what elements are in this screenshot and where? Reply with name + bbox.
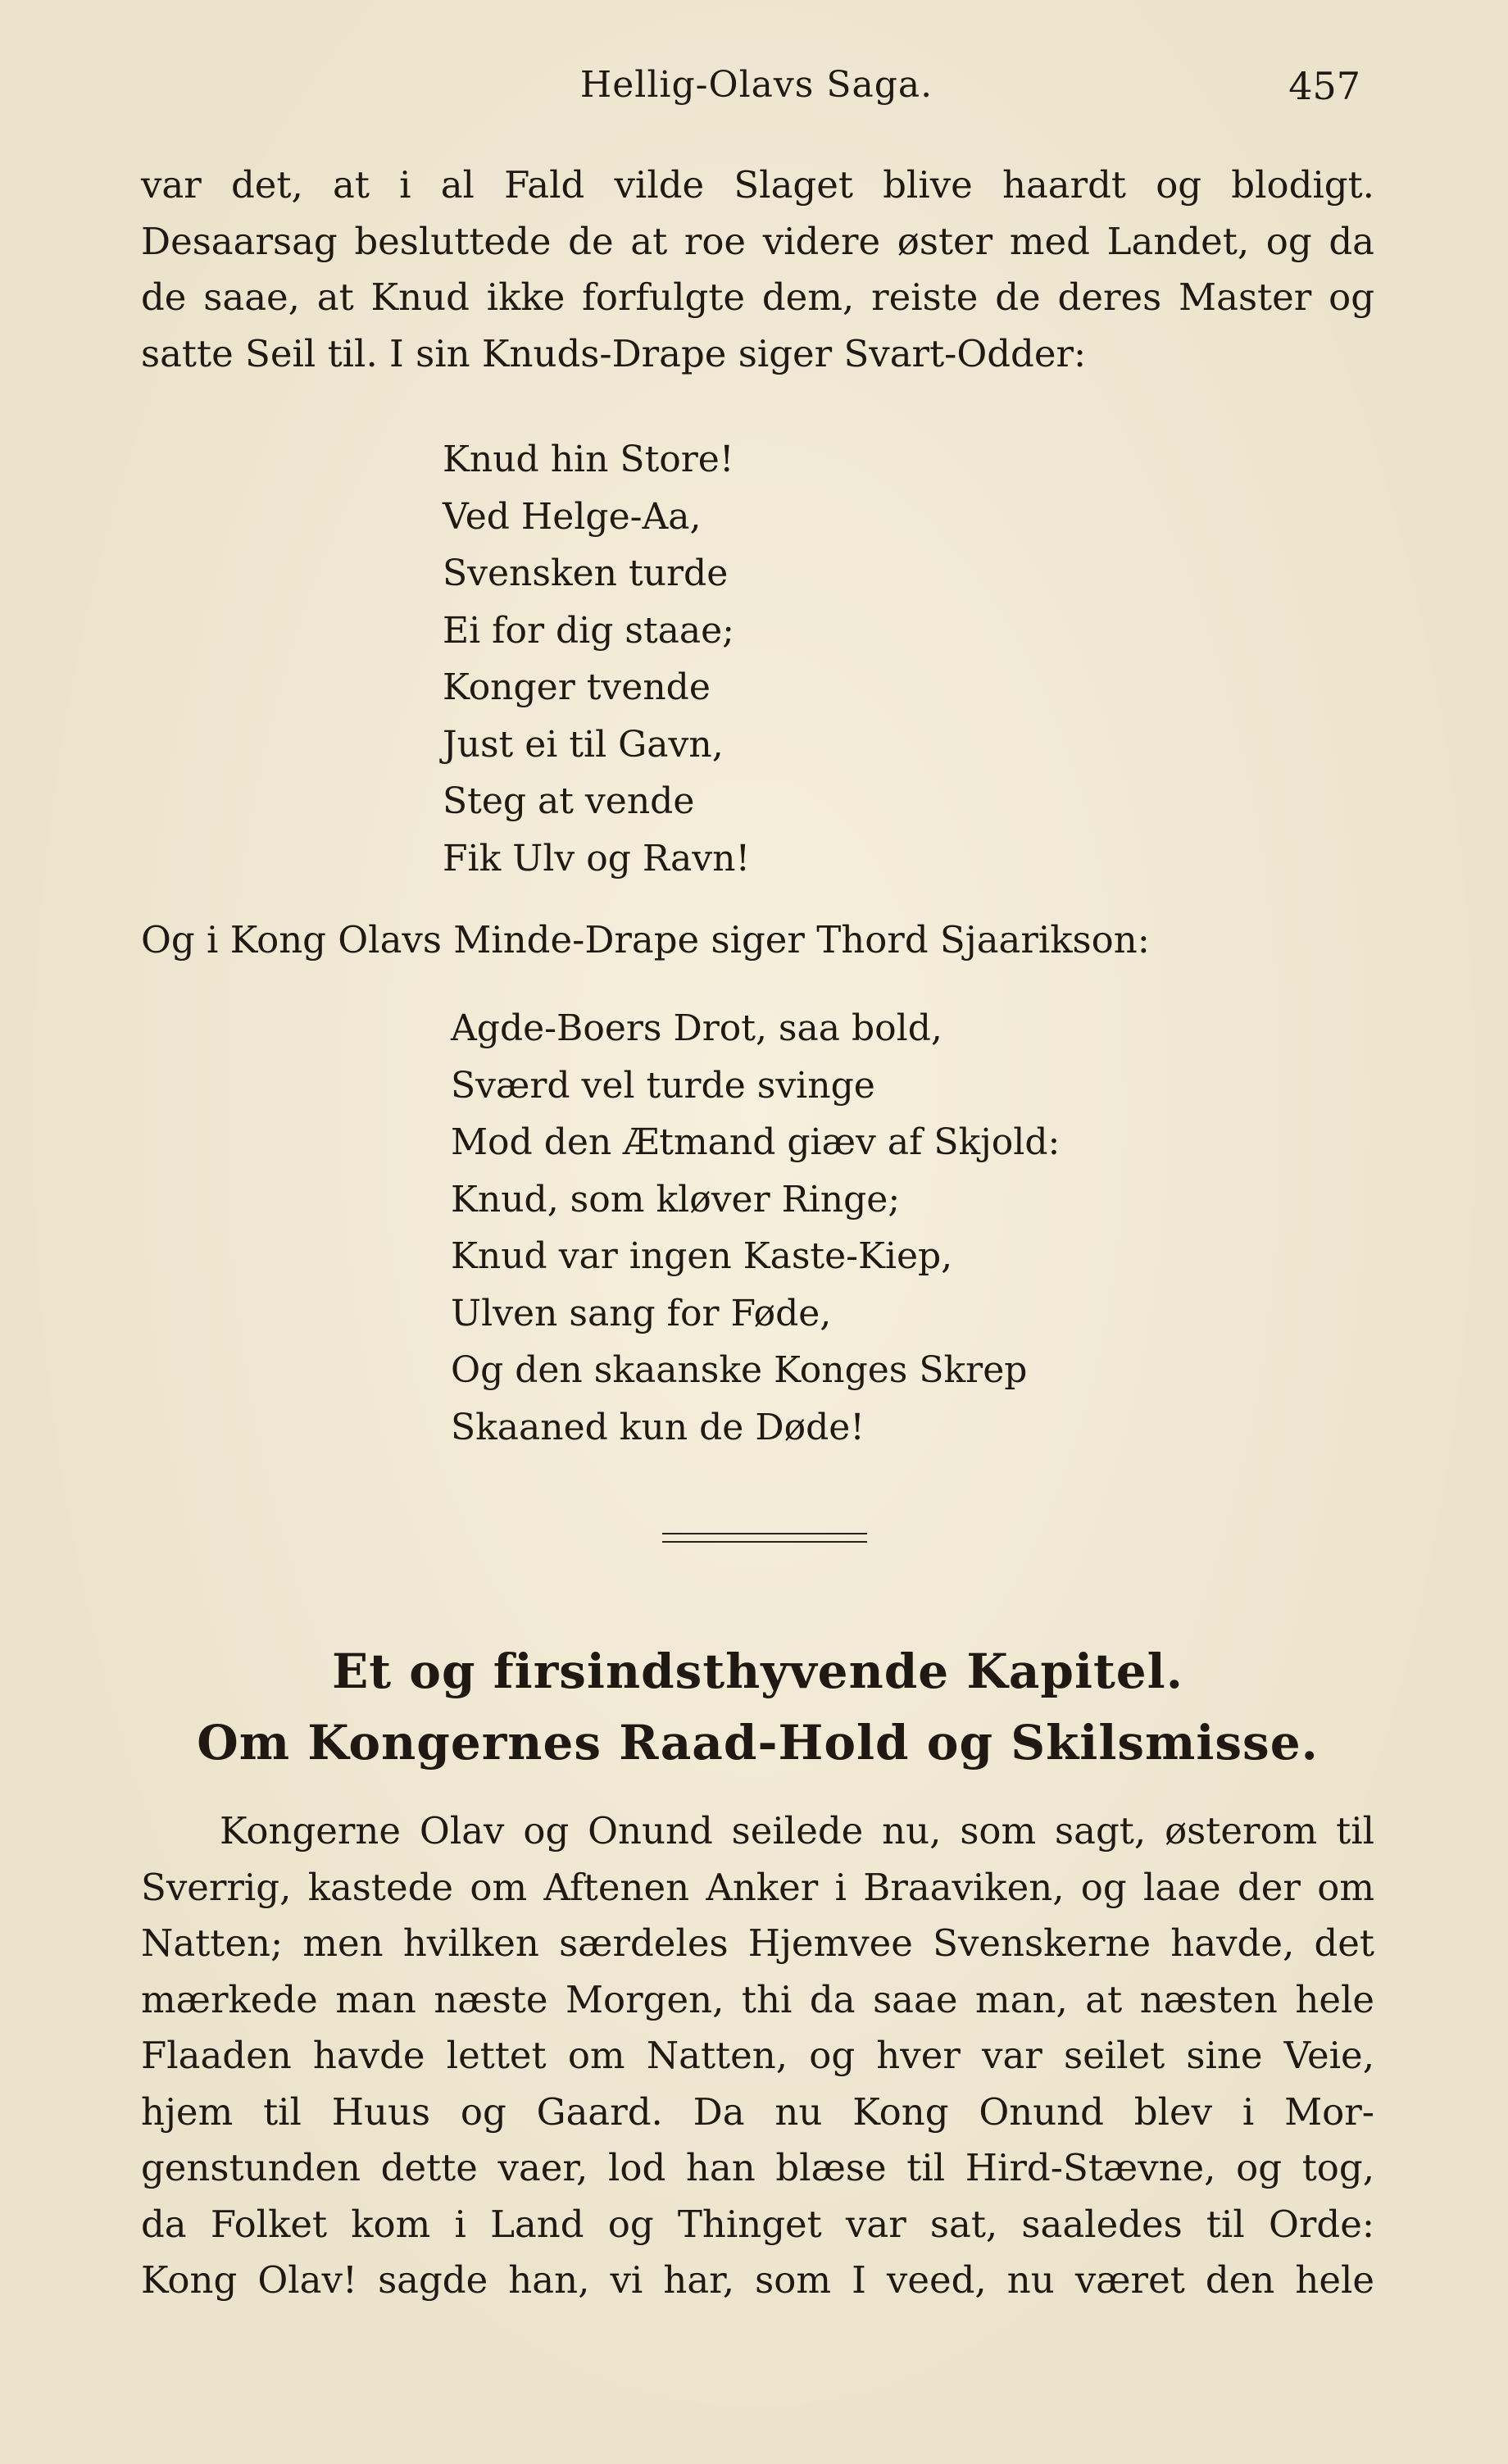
chapter-subtitle: Om Kongernes Raad-Hold og Skilsmisse. xyxy=(197,1715,1319,1771)
poem-verse: Knud hin Store! xyxy=(443,439,734,480)
text-line: Sverrig, kastede om Aftenen Anker i Braaviken, og laae der om xyxy=(141,1865,1374,1909)
poem-verse: Knud var ingen Kaste-Kiep, xyxy=(451,1235,953,1277)
text-line: var det, at i al Fald vilde Slaget blive haardt og blodigt. xyxy=(141,163,1374,207)
chapter-heading: Et og firsindsthyvende Kapitel. xyxy=(332,1643,1183,1699)
poem-verse: Steg at vende xyxy=(443,780,695,822)
poem-verse: Ei for dig staae; xyxy=(443,609,734,652)
text-line: de saae, at Knud ikke forfulgte dem, reiste de deres Master og xyxy=(141,275,1374,319)
poem-verse: Konger tvende xyxy=(443,666,711,708)
poem-verse: Svensken turde xyxy=(443,552,729,594)
poem-verse: Agde-Boers Drot, saa bold, xyxy=(451,1007,942,1049)
poem-verse: Fik Ulv og Ravn! xyxy=(443,837,751,880)
text-line: Natten; men hvilken særdeles Hjemvee Svenskerne havde, det xyxy=(141,1921,1374,1965)
page-header xyxy=(146,64,1367,121)
poem-verse: Ved Helge-Aa, xyxy=(443,495,702,538)
paragraph-minde-drape xyxy=(141,912,1374,969)
text-line: Og i Kong Olavs Minde-Drape siger Thord Sjaarikson: xyxy=(141,918,1150,962)
text-line: satte Seil til. I sin Knuds-Drape siger Svart-Odder: xyxy=(141,331,1087,375)
text-line: mærkede man næste Morgen, thi da saae man, at næsten hele xyxy=(141,1977,1374,2021)
poem-verse: Mod den Ætmand giæv af Skjold: xyxy=(451,1121,1061,1163)
page-number: 457 xyxy=(1288,64,1360,108)
text-line: Kongerne Olav og Onund seilede nu, som sagt, østerom til xyxy=(220,1809,1374,1853)
poem-verse: Skaaned kun de Døde! xyxy=(451,1406,865,1448)
poem-verse: Just ei til Gavn, xyxy=(443,723,724,766)
text-line: genstunden dette vaer, lod han blæse til Hird-Stævne, og tog, xyxy=(141,2146,1374,2189)
section-divider xyxy=(662,1533,867,1543)
poem-verse: Ulven sang for Føde, xyxy=(451,1292,832,1334)
text-line: Desaarsag besluttede de at roe videre øster med Landet, og da xyxy=(141,219,1374,263)
text-line: hjem til Huus og Gaard. Da nu Kong Onund blev i Mor- xyxy=(141,2089,1374,2134)
text-line: Kong Olav! sagde han, vi har, som I veed, nu været den hele xyxy=(141,2258,1374,2302)
running-title: Hellig-Olavs Saga. xyxy=(579,64,933,106)
poem-minde-drape xyxy=(451,1000,1060,1456)
poem-knuds-drape xyxy=(443,431,750,887)
poem-verse: Sværd vel turde svinge xyxy=(451,1064,875,1107)
poem-verse: Og den skaanske Konges Skrep xyxy=(451,1349,1028,1391)
paragraph-chapter-body xyxy=(141,1803,1374,2309)
paragraph-intro xyxy=(141,157,1374,382)
text-line: Flaaden havde lettet om Natten, og hver var seilet sine Veie, xyxy=(141,2034,1374,2077)
poem-verse: Knud, som kløver Ringe; xyxy=(451,1178,901,1221)
text-line: da Folket kom i Land og Thinget var sat, saaledes til Orde: xyxy=(141,2202,1374,2246)
